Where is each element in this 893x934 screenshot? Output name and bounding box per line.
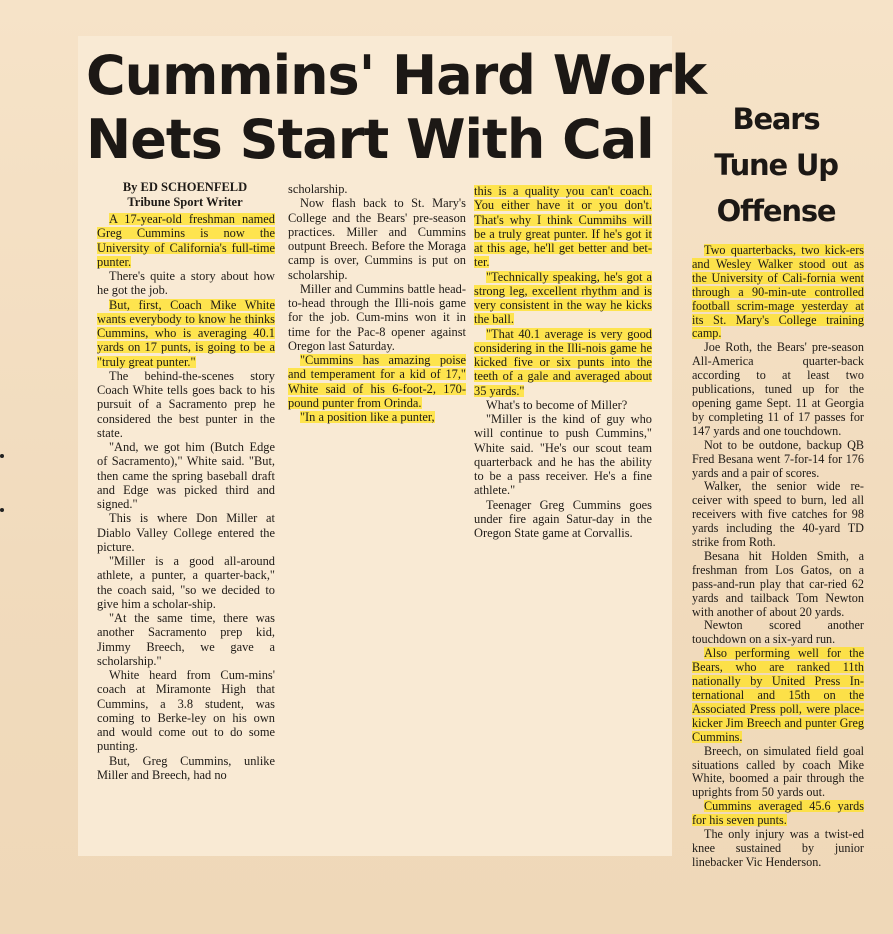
paragraph-text: Breech, on simulated field goal situations called by coach Mike White, boomed a pair through the uprights from 50 yards out. — [692, 743, 864, 800]
byline-author: By ED SCHOENFELD — [122, 180, 248, 194]
sidebar-headline-line-3: Offense — [716, 194, 836, 228]
paragraph — [692, 745, 864, 801]
paragraph — [97, 298, 275, 369]
paragraph-text: Besana hit Holden Smith, a freshman from Los Gatos, on a pass-and-run play that car-ried 62 yards and tailback Tom Newton with another of about 20 yards. — [692, 548, 864, 619]
highlighted-text: "In a position like a punter, — [300, 410, 435, 424]
article-column-2 — [288, 182, 466, 424]
paragraph — [474, 184, 652, 270]
paragraph-text: But, Greg Cummins, unlike Miller and Breech, had no — [97, 753, 275, 782]
paragraph — [474, 270, 652, 327]
paragraph — [692, 647, 864, 744]
paragraph — [692, 480, 864, 550]
sidebar-headline-line-1: Bears — [732, 102, 820, 136]
paragraph — [97, 668, 275, 754]
paragraph — [97, 369, 275, 440]
byline-title: Tribune Sport Writer — [127, 195, 243, 209]
paragraph — [97, 269, 275, 298]
paragraph-text: Joe Roth, the Bears' pre-season All-America quarter-back according to at least two publications, tuned up for the opening game Sept. 11 at Georgia by completing 11 of 17 passes for 147 yards and one touchdown. — [692, 340, 864, 438]
paragraph-text: Walker, the senior wide re-ceiver with speed to burn, led all receivers with five catches for 98 yards including the 40-yard TD strike from Roth. — [692, 479, 864, 550]
sidebar-headline — [688, 96, 864, 234]
paragraph — [474, 398, 652, 412]
paragraph-text: The behind-the-scenes story Coach White tells goes back to his pursuit of a Sacramento prep he considered the best punter in the state. — [97, 368, 275, 440]
sidebar-column — [692, 244, 864, 870]
paragraph — [692, 341, 864, 438]
paragraph-text: "Miller is the kind of guy who will continue to push Cummins," White said. "He's our scout team quarterback and he has the ability to be a pass receiver. He's a fine athlete." — [474, 412, 652, 498]
binder-mark-bottom — [0, 508, 4, 512]
article-column-1 — [97, 212, 275, 782]
paragraph — [692, 550, 864, 620]
paragraph-text: Miller and Cummins battle head-to-head through the Illi-nois game for the job. Cum-mins won it in time for the Pac-8 opener against Oregon last Saturday. — [288, 281, 466, 353]
paragraph — [692, 619, 864, 647]
paragraph-text: What's to become of Miller? — [486, 397, 628, 412]
highlighted-text: Two quarterbacks, two kick-ers and Wesley Walker stood out as the University of Cali-fornia went through a 90-min-ute controlled football scrim-mage yesterday at its St. Mary's College training camp. — [692, 243, 864, 341]
paragraph — [692, 439, 864, 481]
paragraph — [692, 828, 864, 870]
paragraph-text: This is where Don Miller at Diablo Valley College entered the picture. — [97, 511, 275, 554]
paragraph — [97, 554, 275, 611]
highlighted-text: But, first, Coach Mike White wants everybody to know he thinks Cummins, who is averaging 40.1 yards on 17 punts, is going to be a "truly great punter." — [97, 297, 275, 369]
highlighted-text: "Technically speaking, he's got a strong leg, excellent rhythm and is very consistent in the way he kicks the ball. — [474, 269, 652, 327]
paragraph — [288, 196, 466, 282]
highlighted-text: this is a quality you can't coach. You either have it or you don't. That's why I think Cummihs will be a truly great punter. If he's got it at this age, he'll get better and bet-ter. — [474, 184, 652, 270]
paragraph-text: "And, we got him (Butch Edge of Sacramento)," White said. "But, then came the spring baseball draft and Edge was picked third and signed." — [97, 440, 275, 511]
paragraph — [288, 353, 466, 410]
paragraph — [474, 412, 652, 498]
paragraph-text: The only injury was a twist-ed knee sustained by junior linebacker Vic Henderson. — [692, 827, 864, 869]
paragraph — [97, 511, 275, 554]
paragraph — [474, 327, 652, 398]
paragraph — [692, 244, 864, 341]
paragraph — [97, 440, 275, 511]
highlighted-text: Cummins averaged 45.6 yards for his seven punts. — [692, 799, 864, 828]
paragraph — [97, 611, 275, 668]
highlighted-text: "Cummins has amazing poise and temperament for a kid of 17," White said of his 6-foot-2, 170-pound punter from Orinda. — [288, 353, 466, 410]
article-headline — [86, 44, 707, 172]
paragraph-text: Newton scored another touchdown on a six-yard run. — [692, 618, 864, 647]
sidebar-headline-line-2: Tune Up — [714, 148, 838, 182]
binder-mark-top — [0, 454, 4, 458]
paragraph — [97, 212, 275, 269]
highlighted-text: "That 40.1 average is very good considering in the Illi-nois game he kicked five or six punts into the teeth of a gale and averaged about 35 yards." — [474, 326, 652, 398]
paragraph-text: There's quite a story about how he got the job. — [97, 269, 275, 298]
paragraph-text: White heard from Cum-mins' coach at Miramonte High that Cummins, a 3.8 student, was coming to Berke-ley on his own and would come out to do some punting. — [97, 668, 275, 754]
paragraph-text: Now flash back to St. Mary's College and the Bears' pre-season practices. Miller and Cummins outpunt Breech. Before the Moraga camp is over, Cummins is put on scholarship. — [288, 196, 466, 282]
byline — [100, 180, 270, 210]
article-column-3 — [474, 184, 652, 540]
paragraph — [474, 498, 652, 541]
headline-line-2: Nets Start With Cal — [86, 108, 654, 171]
highlighted-text: Also performing well for the Bears, who are ranked 11th nationally by United Press In-ternational and 15th on the Associated Press poll, were place-kicker Jim Breech and punter Greg Cummins. — [692, 646, 864, 744]
headline-line-1: Cummins' Hard Work — [86, 44, 707, 107]
paragraph — [288, 282, 466, 353]
paragraph-text: "At the same time, there was another Sacramento prep kid, Jimmy Breech, we gave a scholarship." — [97, 611, 275, 668]
paragraph-text: Not to be outdone, backup QB Fred Besana went 7-for-14 for 176 yards and a pair of scores. — [692, 437, 864, 480]
paragraph-text: "Miller is a good all-around athlete, a punter, a quarter-back," the coach said, "so we decided to give him a scholar-ship. — [97, 554, 275, 611]
paragraph — [97, 754, 275, 783]
highlighted-text: A 17-year-old freshman named Greg Cummins is now the University of California's full-time punter. — [97, 212, 275, 269]
paragraph — [692, 800, 864, 828]
sidebar-article — [688, 96, 864, 870]
paragraph-text: Teenager Greg Cummins goes under fire again Satur-day in the Oregon State game at Corvallis. — [474, 497, 652, 540]
paragraph-text: scholarship. — [288, 182, 348, 196]
paragraph — [288, 410, 466, 424]
paragraph — [288, 182, 466, 196]
